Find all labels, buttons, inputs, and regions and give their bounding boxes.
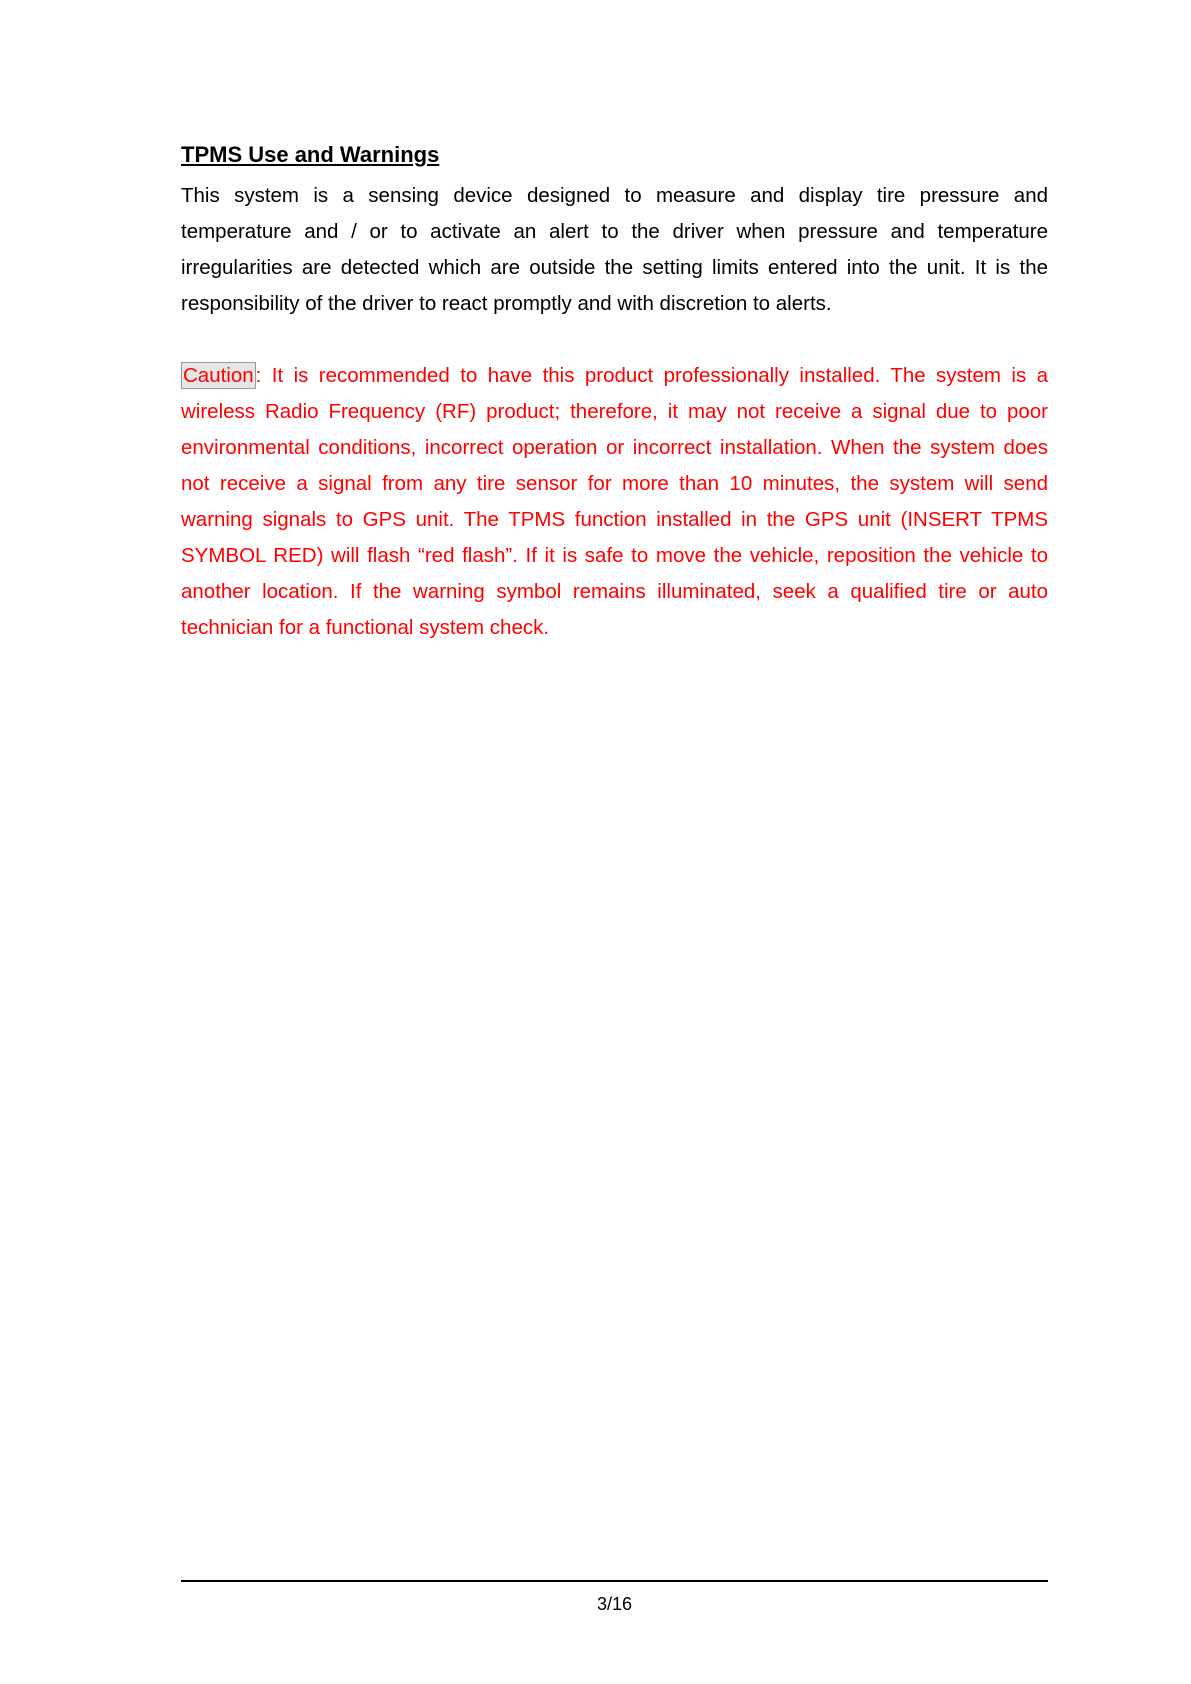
caution-text: : It is recommended to have this product professionally installed. The system is a wireless Radio Frequency (RF) product; therefore, it may not receive a signal due to poor environmental conditions, incorrect operation or incorrect installation. When the system does not receive a signal from any tire sensor for more than 10 minutes, the system will send warning signals to GPS unit. The TPMS function installed in the GPS unit (INSERT TPMS SYMBOL RED) will flash “red flash”. If it is safe to move the vehicle, reposition the vehicle to another location. If the warning symbol remains illuminated, seek a qualified tire or auto technician for a functional system check. [181, 364, 1048, 639]
page-number: 3/16 [596, 1594, 633, 1614]
caution-label: Caution [183, 364, 254, 387]
footer-divider [181, 1580, 1048, 1582]
caution-paragraph [181, 358, 1048, 646]
page-content [181, 138, 1048, 667]
intro-paragraph: This system is a sensing device designed to measure and display tire pressure and temperature and / or to activate an alert to the driver when pressure and temperature irregularities are detected which are outside the setting limits entered into the unit. It is the responsibility of the driver to react promptly and with discretion to alerts. [181, 184, 1048, 315]
section-heading: TPMS Use and Warnings [181, 142, 440, 167]
